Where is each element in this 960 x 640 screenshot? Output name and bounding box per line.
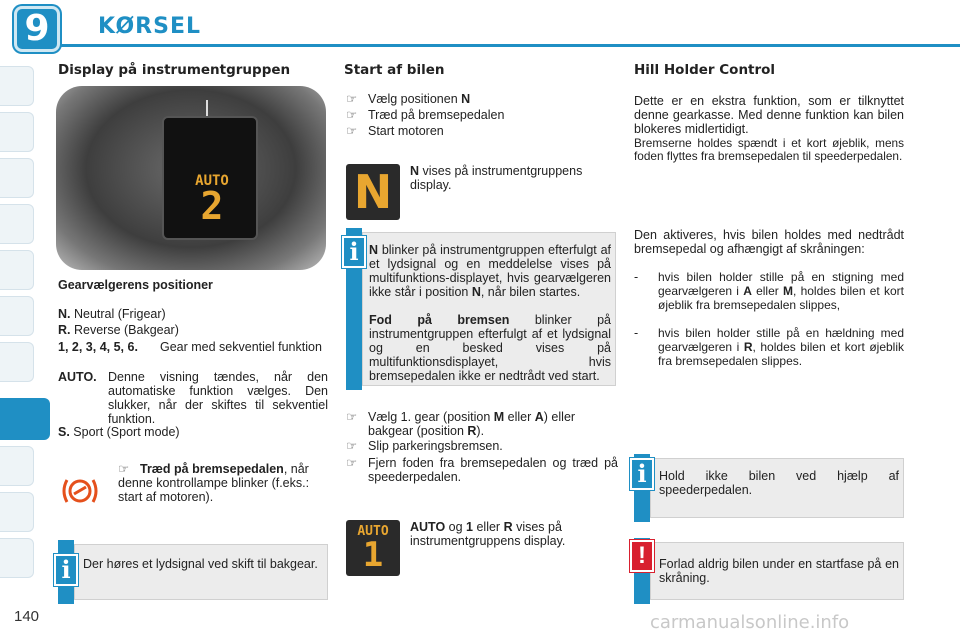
side-tab[interactable] — [0, 204, 34, 244]
header-rule — [60, 44, 960, 47]
side-tab[interactable] — [0, 492, 34, 532]
hill-holder-p2: Bremserne holdes spændt i et kort øjeblik, mens foden flyttes fra bremsepedalen til speederpedalen. — [634, 136, 904, 163]
info-box-accelerator — [650, 458, 904, 518]
side-tab[interactable] — [0, 342, 34, 382]
watermark: carmanualsonline.info — [650, 612, 850, 633]
info-reverse-text: Der høres et lydsignal ved skift til bakgear. — [83, 557, 318, 571]
display-auto-label: AUTO — [195, 173, 229, 189]
info-box-reverse — [74, 544, 328, 600]
side-tab[interactable] — [0, 538, 34, 578]
info-icon: i — [54, 554, 78, 586]
gear-positions-title: Gearvælgerens positioner — [58, 278, 213, 292]
gear-def-s: S. Sport (Sport mode) — [58, 425, 180, 439]
page-number: 140 — [14, 608, 40, 625]
auto-display-label: AUTO — [357, 524, 389, 539]
side-tab[interactable] — [0, 446, 34, 486]
warning-box-slope — [650, 542, 904, 600]
move-bullet: ☞ Slip parkeringsbremsen. — [346, 439, 503, 453]
brake-bullet: ☞ Træd på bremsepedalen, når denne kontrollampe blinker (f.eks.: start af motoren). — [118, 462, 310, 504]
gear-def-n: N. Neutral (Frigear) — [58, 307, 166, 321]
gear-def-r: R. Reverse (Bakgear) — [58, 323, 179, 337]
start-bullet: ☞ Start motoren — [346, 124, 444, 138]
start-bullet: ☞ Vælg positionen N — [346, 92, 471, 106]
info-start-p2: Fod på bremsen blinker på instrumentgruppen efterfulgt af et lydsignal og en besked vises på multifunktionsdisplayet, hvis bremsepedalen ikke er nedtrådt ved start. — [369, 313, 611, 383]
section-title-start: Start af bilen — [344, 62, 445, 78]
gear-def-auto: AUTO. Denne visning tændes, når den automatiske funktion vælges. Den slukker, når der skiftes til sekventiel funktion. — [58, 370, 328, 426]
side-tab[interactable] — [0, 112, 34, 152]
page-title: KØRSEL — [98, 14, 201, 39]
bullet-hand-icon: ☞ — [346, 410, 358, 424]
side-tab[interactable] — [0, 66, 34, 106]
hill-holder-p3: Den aktiveres, hvis bilen holdes med nedtrådt bremsepedal og afhængigt af skråningen: — [634, 228, 904, 256]
start-bullet: ☞ Træd på bremsepedalen — [346, 108, 505, 122]
auto-display-text: AUTO og 1 eller R vises på instrumentgruppens display. — [410, 520, 566, 548]
gear-display-screen — [162, 116, 258, 240]
brake-pedal-warning-icon — [60, 474, 100, 508]
hill-holder-case-1: - hvis bilen holder stille på en stigning med gearvælgeren i A eller M, holdes bilen et kort øjeblik fra bremsepedalen slippes, — [634, 270, 904, 312]
section-title-display: Display på instrumentgruppen — [58, 62, 291, 78]
info-accelerator-text: Hold ikke bilen ved hjælp af speederpedalen. — [659, 469, 899, 497]
hill-holder-p1: Dette er en ekstra funktion, som er tilknyttet denne gearkasse. Med denne funktion kan bilen blokeres midlertidigt. — [634, 94, 904, 136]
auto-display-image — [346, 520, 400, 576]
chapter-badge — [14, 6, 60, 52]
bullet-hand-icon: ☞ — [346, 439, 358, 453]
gear-def-gears: 1, 2, 3, 4, 5, 6. Gear med sekventiel funktion — [58, 340, 322, 354]
bullet-hand-icon: ☞ — [346, 456, 358, 470]
info-start-p1: N blinker på instrumentgruppen efterfulgt af et lydsignal og en meddelelse vises på multifunktions-displayet, hvis gearvælgeren ikke står i position N, når bilen startes. — [369, 243, 611, 299]
move-bullet: ☞ Vælg 1. gear (position M eller A) eller bakgear (position R). — [346, 410, 576, 438]
move-bullet: ☞ Fjern foden fra bremsepedalen og træd på speederpedalen. — [346, 456, 618, 484]
bullet-hand-icon: ☞ — [346, 108, 358, 122]
info-box-start — [362, 232, 616, 386]
hill-holder-case-2: - hvis bilen holder stille på en hældning med gearvælgeren i R, holdes bilen et kort øjeblik fra bremsepedalen slippes. — [634, 326, 904, 368]
n-display-letter: N — [353, 165, 393, 219]
side-tab[interactable] — [0, 296, 34, 336]
bullet-hand-icon: ☞ — [346, 124, 358, 138]
chapter-number: 9 — [24, 8, 50, 49]
info-icon: i — [342, 236, 366, 268]
side-tab[interactable] — [0, 250, 34, 290]
warning-icon: ! — [630, 540, 654, 572]
n-display-image — [346, 164, 400, 220]
display-gear-number: 2 — [200, 184, 224, 228]
auto-display-number: 1 — [362, 535, 384, 575]
side-tab[interactable] — [0, 158, 34, 198]
info-icon: i — [630, 458, 654, 490]
bullet-hand-icon: ☞ — [346, 92, 358, 106]
section-title-hill-holder: Hill Holder Control — [634, 62, 776, 78]
side-tab-active[interactable] — [0, 398, 50, 440]
bullet-hand-icon: ☞ — [118, 462, 130, 476]
n-display-text: N vises på instrumentgruppens display. — [410, 164, 583, 192]
instrument-cluster-image — [56, 86, 326, 270]
warning-slope-text: Forlad aldrig bilen under en startfase på en skråning. — [659, 557, 899, 585]
